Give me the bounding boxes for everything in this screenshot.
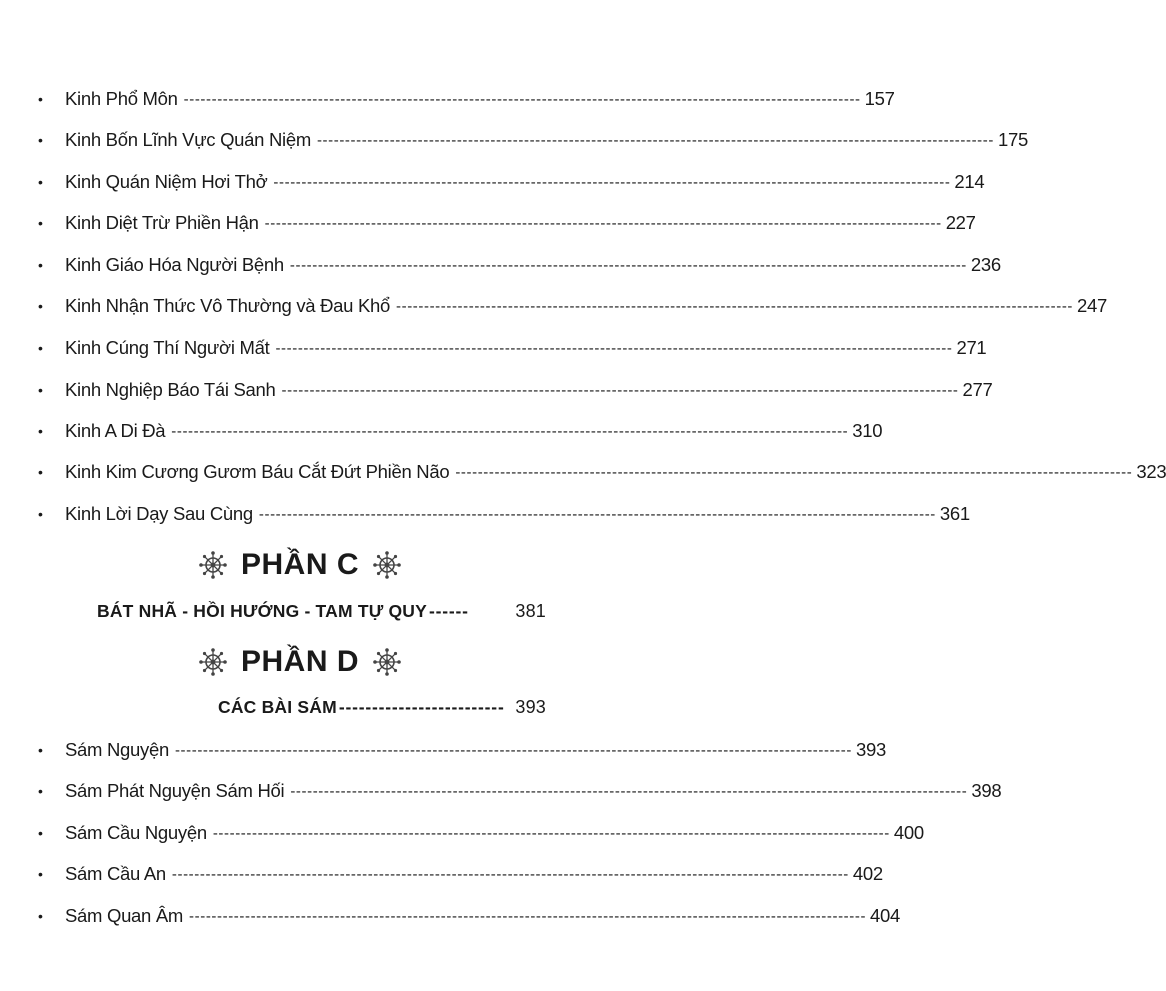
toc-entry[interactable] [38,167,985,197]
part-d-heading [0,640,600,684]
dot-leader: ------------------------------------------------------------------------------------------------------------------------- [171,422,849,440]
toc-entry[interactable] [38,375,993,405]
toc-entry[interactable] [38,250,1001,280]
bullet: • [38,423,43,439]
bullet: • [38,464,43,480]
entry-page: 398 [971,780,1002,801]
entry-page: 402 [852,863,883,884]
entry-title: Sám Cầu Nguyện [65,822,207,843]
entry-title: Kinh Giáo Hóa Người Bệnh [65,254,284,275]
dharma-wheel-icon [373,648,401,676]
toc-entry[interactable] [38,457,1166,487]
dot-leader: ------------------------------------------------------------------------------------------------------------------------- [183,90,861,108]
toc-entry[interactable] [38,333,987,363]
part-d-subtitle: CÁC BÀI SÁM [218,696,337,717]
dot-leader: ------------------------------------------------------------------------------------------------------------------------- [171,865,849,883]
dot-leader: ------------------------------------------------------------------------------------------------------------------------- [396,297,1074,315]
bullet: • [38,783,43,799]
entry-page: 214 [954,171,985,192]
entry-title: Kinh A Di Đà [65,420,166,441]
toc-entry[interactable] [38,208,976,238]
dot-leader: ------------------------------------------------------------------------------------------------------------------------- [258,505,936,523]
dot-leader: ------------------------------------------------------------------------------------------------------------------------- [174,741,852,759]
entry-page: 175 [997,129,1028,150]
part-c-entry[interactable] [97,597,546,625]
dot-leader: ------------------------------------------------------------------------------------------------------------------------- [264,214,942,232]
part-d-page: 393 [515,696,546,717]
entry-title: Kinh Diệt Trừ Phiền Hận [65,212,259,233]
part-c-title: PHẦN C [240,548,359,581]
dharma-wheel-icon [373,551,401,579]
bullet: • [38,298,43,314]
part-c-subtitle: BÁT NHÃ - HỒI HƯỚNG - TAM TỰ QUY [97,600,428,621]
dot-leader: ------------------------------------------------------------------------------------------------------------------------- [273,173,951,191]
bullet: • [38,91,43,107]
dot-leader: ------------------------------------------------------------------------------------------------------------------------- [189,907,867,925]
entry-page: 227 [945,212,976,233]
bullet: • [38,215,43,231]
part-c-heading [0,543,600,587]
entry-page: 400 [893,822,924,843]
dot-leader: ------------------------------------------------------------------------------------------------------------------------- [281,381,959,399]
toc-entry[interactable] [38,84,895,114]
toc-entry[interactable] [38,901,901,931]
bullet: • [38,257,43,273]
bullet: • [38,132,43,148]
toc-entry[interactable] [38,125,1028,155]
bullet: • [38,506,43,522]
bullet: • [38,340,43,356]
entry-title: Kinh Quán Niệm Hơi Thở [65,171,268,192]
entry-title: Sám Quan Âm [65,905,184,926]
toc-entry[interactable] [38,291,1107,321]
bullet: • [38,382,43,398]
entry-page: 404 [870,905,901,926]
part-d-title: PHẦN D [240,645,359,678]
toc-entry[interactable] [38,416,883,446]
toc-entry[interactable] [38,859,883,889]
entry-page: 393 [855,739,886,760]
dot-leader: ------------------------------------------------------------------------------------------------------------------------- [289,256,967,274]
dot-leader: ------------------------------------------------------------------------------------------------------------------------- [455,463,1133,481]
entry-title: Kinh Nghiệp Báo Tái Sanh [65,379,276,400]
dot-leader: ------------------------------------------------------------------------------------------------------------------------- [316,131,994,149]
entry-title: Sám Phát Nguyện Sám Hối [65,780,285,801]
entry-title: Kinh Lời Dạy Sau Cùng [65,503,253,524]
entry-page: 247 [1077,295,1107,316]
entry-page: 236 [970,254,1001,275]
dot-leader: ------------------------------------------------------------------------------------------------------------------------- [290,782,968,800]
entry-title: Kinh Nhận Thức Vô Thường và Đau Khổ [65,295,390,316]
entry-title: Sám Nguyện [65,739,169,760]
toc-entry[interactable] [38,818,924,848]
dot-leader: ------ [429,600,469,621]
entry-title: Kinh Kim Cương Gươm Báu Cắt Đứt Phiền Não [65,461,450,482]
bullet: • [38,742,43,758]
dot-leader: ------------------------------------------------------------------------------------------------------------------------- [212,824,890,842]
part-d-entry[interactable] [218,693,546,721]
entry-title: Kinh Phổ Môn [65,88,178,109]
bullet: • [38,908,43,924]
bullet: • [38,866,43,882]
dot-leader: ------------------------- [338,696,505,717]
toc-entry[interactable] [38,776,1002,806]
dharma-wheel-icon [199,551,227,579]
part-c-page: 381 [515,600,546,621]
entry-page: 157 [864,88,895,109]
entry-title: Kinh Bốn Lĩnh Vực Quán Niệm [65,129,311,150]
entry-page: 310 [852,420,883,441]
entry-page: 277 [962,379,993,400]
toc-entry[interactable] [38,499,970,529]
bullet: • [38,825,43,841]
entry-title: Kinh Cúng Thí Người Mất [65,337,270,358]
dot-leader: ------------------------------------------------------------------------------------------------------------------------- [275,339,953,357]
entry-title: Sám Cầu An [65,863,166,884]
bullet: • [38,174,43,190]
entry-page: 271 [956,337,987,358]
entry-page: 323 [1136,461,1166,482]
dharma-wheel-icon [199,648,227,676]
entry-page: 361 [939,503,970,524]
toc-entry[interactable] [38,735,886,765]
